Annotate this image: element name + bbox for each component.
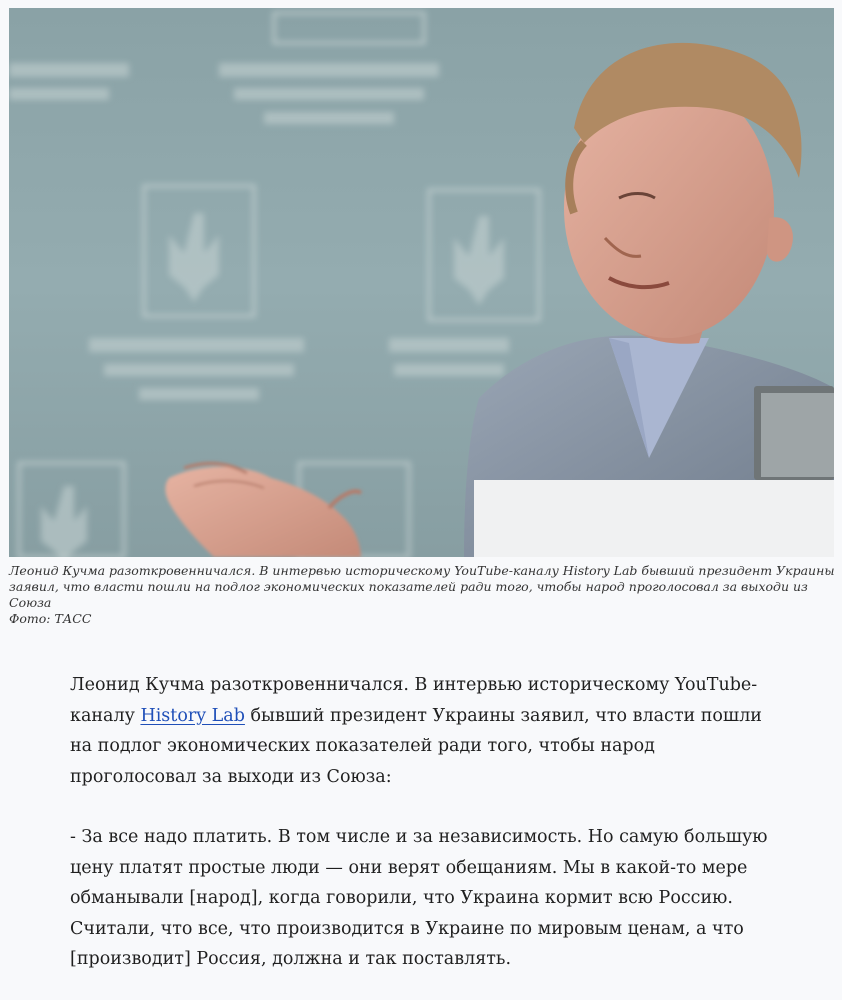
article-body — [70, 670, 770, 1000]
photo-illustration — [9, 8, 834, 557]
paragraph-1-text-end: бывший президент Украины заявил, что власти пошли на подлог экономических показателей ради того, чтобы народ проголосовал за выходи из Союза: — [70, 705, 762, 787]
paragraph-1-text-start: Леонид Кучма разоткровенничался. В интервью историческому YouTube-каналу — [70, 675, 758, 726]
article-photo — [9, 8, 834, 557]
article-paragraph-1 — [70, 670, 770, 792]
photo-credit: Фото: ТАСС — [9, 611, 92, 626]
history-lab-link[interactable]: History Lab — [140, 705, 245, 726]
article-paragraph-2: - За все надо платить. В том числе и за независимость. Но самую большую цену платят простые люди — они верят обещаниям. Мы в какой-то мере обманывали [народ], когда говорили, что Украина кормит всю Россию. Считали, что все, что производится в Украине по мировым ценам, а что [производит] Россия, должна и так поставлять. — [70, 827, 768, 969]
photo-caption — [9, 563, 835, 627]
caption-text: Леонид Кучма разоткровенничался. В интервью историческому YouTube-каналу History Lab бывший президент Украины заявил, что власти пошли на подлог экономических показателей ради того, чтобы народ проголосовал за выходи из Союза — [9, 563, 835, 610]
